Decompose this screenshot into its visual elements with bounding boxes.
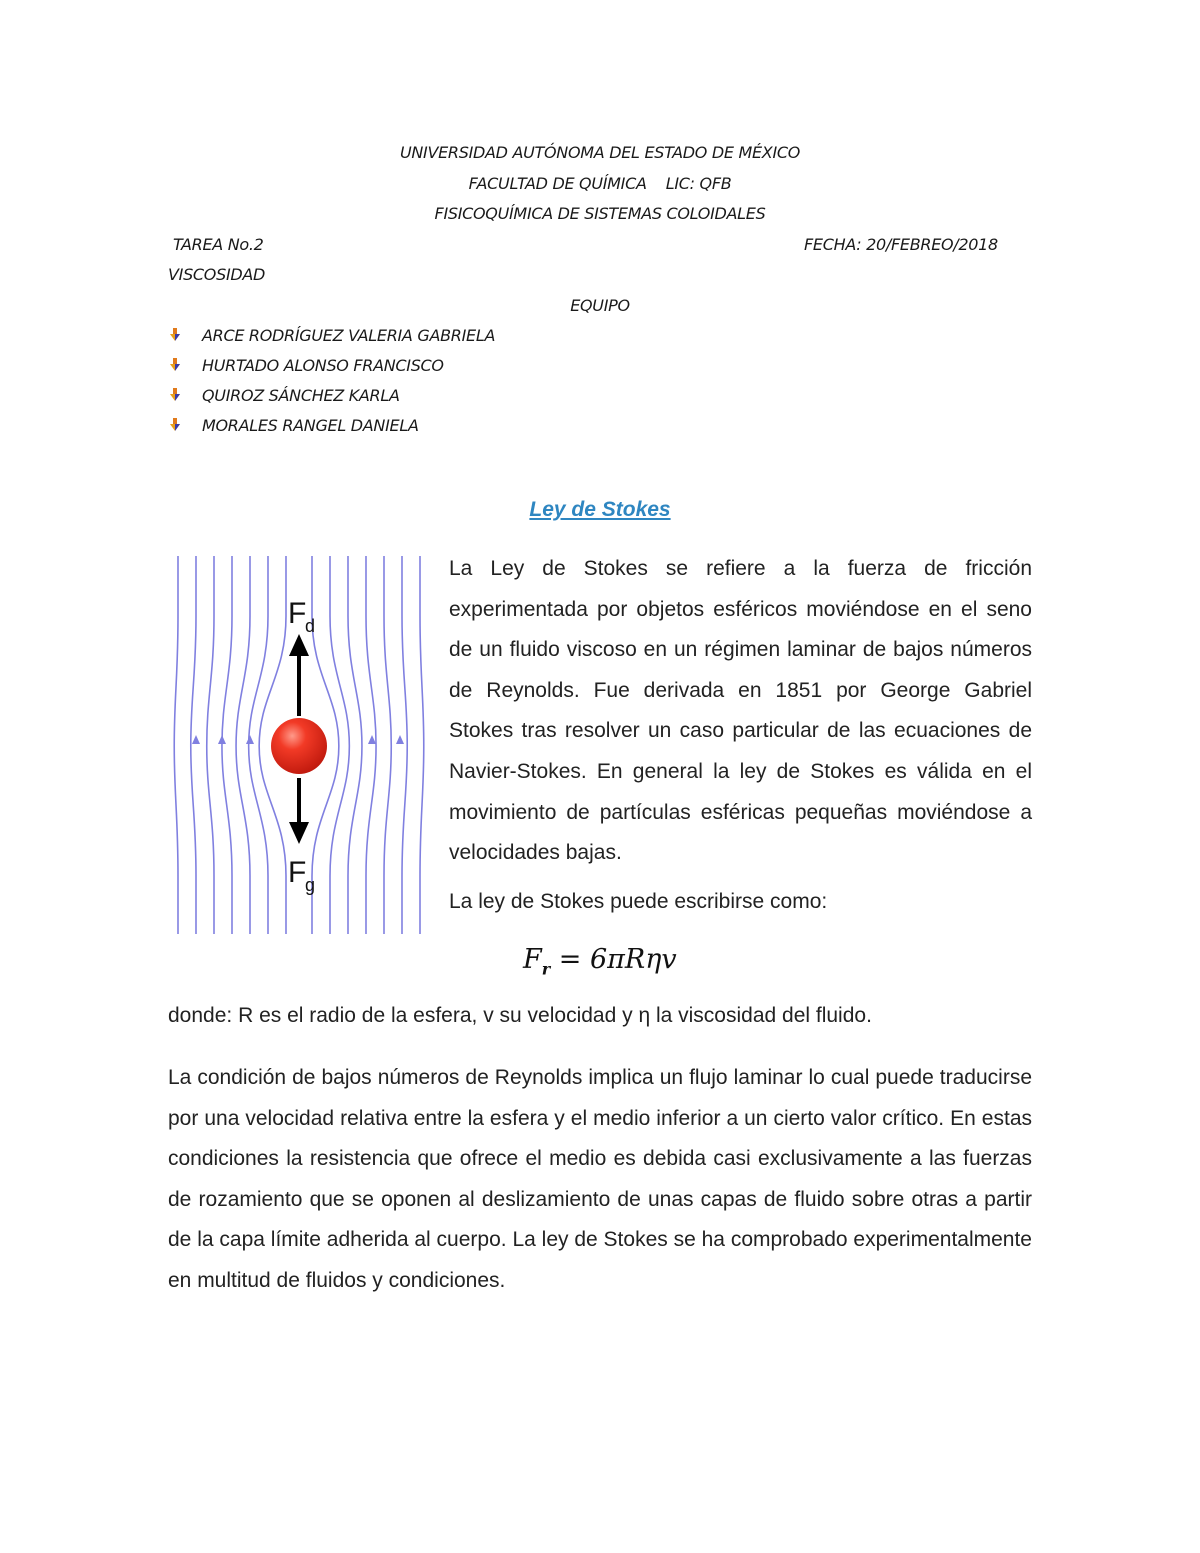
reynolds-paragraph: La condición de bajos números de Reynolds implica un flujo laminar lo cual puede traducirse por una velocidad relativa entre la esfera y el medio inferior a un cierto valor crítico. En estas condiciones la resistencia que ofrece el medio es debida casi exclusivamente a las fuerzas de rozamiento que se oponen al deslizamiento de unas capas de fluido sobre otras a partir de la capa límite adherida al cuerpo. La ley de Stokes se ha comprobado experimentalmente en multitud de fluidos y condiciones. [168, 1066, 1032, 1292]
streamline [420, 556, 424, 934]
flow-arrow [192, 735, 200, 744]
stokes-flow-diagram [168, 548, 430, 942]
streamline [222, 556, 232, 934]
streamline [249, 556, 268, 934]
arrow-bullet-icon [168, 416, 186, 434]
stokes-formula [523, 944, 677, 978]
assignment-number: TAREA No.2 [173, 235, 264, 254]
course-heading: FISICOQUÍMICA DE SISTEMAS COLOIDALES [434, 204, 766, 223]
faculty-heading: FACULTAD DE QUÍMICA LIC: QFB [468, 174, 732, 193]
university-heading: UNIVERSIDAD AUTÓNOMA DEL ESTADO DE MÉXICO [399, 143, 801, 162]
arrow-bullet-icon [168, 356, 186, 374]
team-member-name: QUIROZ SÁNCHEZ KARLA [202, 386, 400, 405]
drag-force-label: F [288, 597, 307, 630]
flow-arrow [396, 735, 404, 744]
streamline [384, 556, 391, 934]
assignment-topic: VISCOSIDAD [168, 265, 266, 284]
gravity-force-arrowhead [289, 822, 309, 844]
flow-arrow [368, 735, 376, 744]
team-member-name: ARCE RODRÍGUEZ VALERIA GABRIELA [202, 326, 496, 345]
streamline [366, 556, 376, 934]
formula-lhs: F [523, 944, 542, 975]
stokes-description: La Ley de Stokes se refiere a la fuerza de fricción experimentada por objetos esféricos moviéndose en el seno de un fluido viscoso en un régimen laminar de bajos números de Reynolds. Fue derivada en 1851 por George Gabriel Stokes tras resolver un caso particular de las ecuaciones de Navier-Stokes. En general la ley de Stokes es válida en el movimiento de partículas esféricas pequeñas moviéndose a velocidades bajas. [449, 557, 1032, 865]
arrow-bullet-icon [168, 386, 186, 404]
formula-definitions: donde: R es el radio de la esfera, v su velocidad y η la viscosidad del fluido. [168, 1004, 872, 1027]
streamline [207, 556, 214, 934]
gravity-force-subscript: g [305, 875, 316, 895]
arrow-bullet-icon [168, 326, 186, 344]
formula-intro: La ley de Stokes puede escribirse como: [449, 890, 828, 913]
formula-rhs: = 6πRηv [550, 944, 677, 975]
formula-subscript: r [541, 959, 551, 979]
drag-force-subscript: d [305, 616, 316, 636]
streamline [174, 556, 178, 934]
assignment-date: FECHA: 20/FEBREO/2018 [804, 235, 998, 254]
streamline [330, 556, 349, 934]
streamline [402, 556, 407, 934]
drag-force-arrowhead [289, 634, 309, 656]
team-label: EQUIPO [570, 296, 630, 315]
flow-arrow [218, 735, 226, 744]
streamline [191, 556, 196, 934]
team-member-name: HURTADO ALONSO FRANCISCO [202, 356, 444, 375]
flow-arrow [246, 735, 254, 744]
team-member-name: MORALES RANGEL DANIELA [202, 416, 419, 435]
section-title: Ley de Stokes [529, 498, 671, 521]
sphere [271, 718, 327, 774]
gravity-force-label: F [288, 856, 307, 889]
